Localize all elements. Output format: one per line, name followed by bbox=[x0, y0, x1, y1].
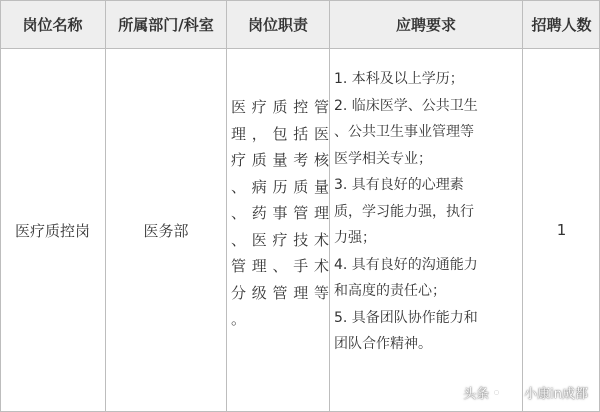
cell-requirements bbox=[334, 66, 520, 358]
requirement-text-line: 3. 具有良好的心理素 bbox=[334, 177, 464, 193]
requirement-text-line: 和高度的责任心； bbox=[334, 283, 446, 299]
header-headcount: 招聘人数 bbox=[531, 15, 592, 34]
requirement-text-line: 医学相关专业； bbox=[334, 150, 432, 167]
cell-position-name: 医疗质控岗 bbox=[14, 221, 90, 240]
watermark-separator bbox=[495, 391, 498, 394]
header-department: 所属部门/科室 bbox=[118, 15, 214, 34]
requirement-text-line: 质，学习能力强，执行 bbox=[334, 203, 474, 220]
watermark bbox=[463, 383, 588, 402]
duty-text-line: 。 bbox=[231, 310, 247, 328]
at-icon bbox=[507, 386, 521, 400]
requirement-text-line: 4. 具有良好的沟通能力 bbox=[334, 256, 478, 273]
watermark-author: 小康in成都 bbox=[524, 387, 588, 402]
requirement-text-line: 团队合作精神。 bbox=[334, 336, 432, 352]
duty-text-line: 疗质量考核 bbox=[231, 151, 329, 169]
duty-text-line: 、药事管理 bbox=[231, 204, 329, 222]
duty-text-line: 理，包括医 bbox=[231, 124, 329, 143]
requirement-text-line: 5. 具备团队协作能力和 bbox=[334, 309, 478, 326]
duty-text-line: 、医疗技术 bbox=[231, 230, 329, 249]
column-divider bbox=[226, 0, 227, 412]
cell-headcount: 1 bbox=[556, 221, 567, 239]
watermark-platform: 头条 bbox=[463, 387, 490, 402]
cell-department: 医务部 bbox=[143, 221, 189, 240]
duty-text-line: 管理、手术 bbox=[231, 257, 329, 275]
requirement-text-line: 2. 临床医学、公共卫生 bbox=[334, 97, 478, 114]
duty-text-line: 医疗质控管 bbox=[231, 98, 329, 116]
column-divider bbox=[329, 0, 330, 412]
header-duties: 岗位职责 bbox=[247, 15, 308, 34]
requirement-text-line: 力强； bbox=[334, 230, 376, 246]
duty-text-line: 、病历质量 bbox=[231, 177, 329, 196]
requirement-text-line: 、公共卫生事业管理等 bbox=[334, 124, 474, 140]
requirement-text-line: 1. 本科及以上学历； bbox=[334, 71, 464, 87]
header-position-name: 岗位名称 bbox=[22, 15, 83, 34]
header-requirements: 应聘要求 bbox=[395, 15, 456, 34]
cell-duties bbox=[231, 94, 329, 333]
duty-text-line: 分级管理等 bbox=[231, 283, 329, 302]
